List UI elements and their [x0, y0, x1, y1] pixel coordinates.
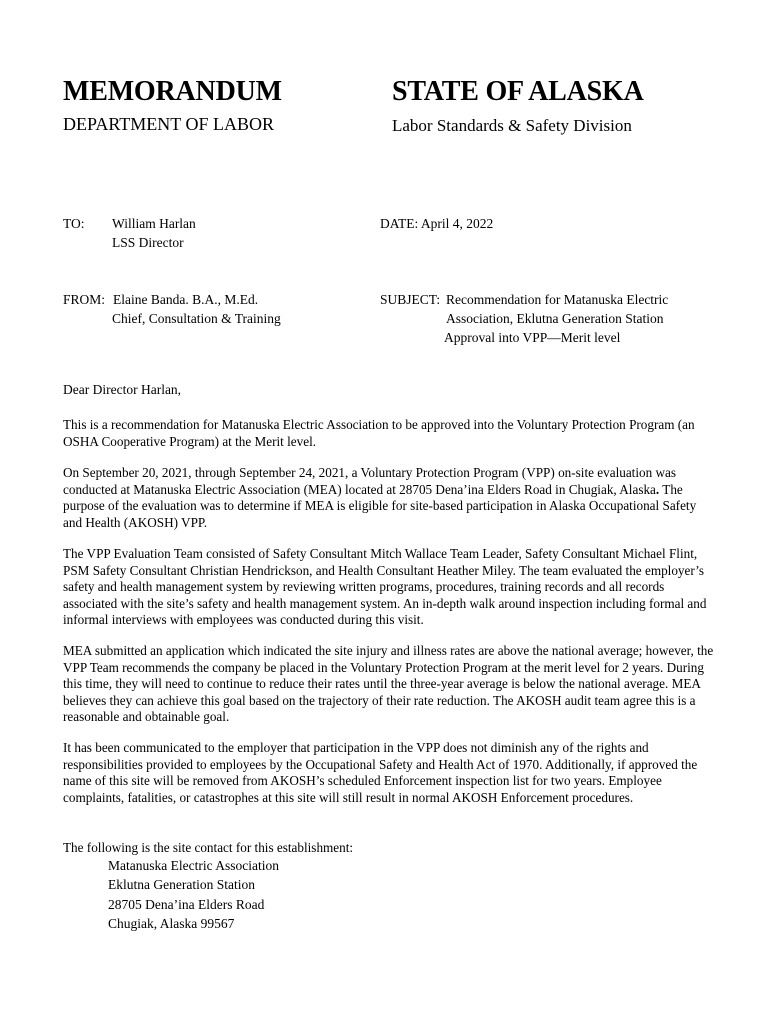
- from-label: FROM:: [63, 292, 106, 307]
- paragraph-2-part-b: The purpose of the evaluation was to determine if MEA is eligible for site-based participation in Alaska Occupational Safety and Health (AKOSH) VPP.: [63, 481, 697, 530]
- salutation: Dear Director Harlan,: [63, 382, 182, 397]
- from-name: Elaine Banda. B.A., M.Ed.: [113, 292, 259, 307]
- paragraph-2-text: [63, 465, 718, 531]
- subject-line-2: Association, Eklutna Generation Station: [446, 311, 664, 326]
- to-title: LSS Director: [112, 235, 184, 250]
- subject-line-3: Approval into VPP—Merit level: [444, 330, 621, 345]
- paragraph-4: [63, 643, 718, 726]
- paragraph-5: [63, 740, 718, 806]
- memo-date: DATE: April 4, 2022: [380, 216, 494, 231]
- paragraph-5-text: It has been communicated to the employer that participation in the VPP does not diminish any of the rights and responsibilities provided to employees by the Occupational Safety and Health Act of 1970. Additionally, if approved the name of this site will be removed from AKOSH’s scheduled Enforcement inspection list for two years. Employee complaints, fatalities, or catastrophes at this site will still result in normal AKOSH Enforcement procedures.: [63, 740, 698, 805]
- subject-line-1: Recommendation for Matanuska Electric: [446, 292, 669, 307]
- division-name: Labor Standards & Safety Division: [392, 116, 632, 135]
- to-label: TO:: [63, 216, 85, 231]
- paragraph-3-text: The VPP Evaluation Team consisted of Safety Consultant Mitch Wallace Team Leader, Safety Consultant Michael Flint, PSM Safety Consultant Christian Hendrickson, and Health Consultant Heather Miley. The team evaluated the employer’s safety and health management system by reviewing written programs, procedures, training records and all records associated with the site’s safety and health management system. An in-depth walk around inspection including formal and informal interviews with employees was conducted during this visit.: [63, 546, 707, 628]
- to-name: William Harlan: [112, 216, 196, 231]
- paragraph-2-bold-period: .: [655, 481, 660, 497]
- site-contact-address: [108, 856, 279, 933]
- subject-label: SUBJECT:: [380, 292, 441, 307]
- paragraph-1: [63, 417, 718, 450]
- contact-city: Chugiak, Alaska 99567: [108, 915, 235, 931]
- from-title: Chief, Consultation & Training: [112, 311, 281, 326]
- department-name: DEPARTMENT OF LABOR: [63, 114, 274, 134]
- memorandum-title: MEMORANDUM: [63, 76, 282, 107]
- paragraph-6: The following is the site contact for this establishment:: [63, 840, 354, 855]
- paragraph-3: [63, 546, 718, 629]
- contact-street: 28705 Dena’ina Elders Road: [108, 896, 265, 912]
- contact-org: Matanuska Electric Association: [108, 858, 279, 873]
- paragraph-2-part-a: On September 20, 2021, through September 24, 2021, a Voluntary Protection Program (VPP) on-site evaluation was conducted at Matanuska Electric Association (MEA) located at 28705 Dena’ina Elders Road in Chugiak, Alaska: [63, 465, 677, 497]
- paragraph-2: [63, 465, 718, 531]
- paragraph-4-text: MEA submitted an application which indicated the site injury and illness rates are above the national average; however, the VPP Team recommends the company be placed in the Voluntary Protection Program at the merit level for 2 years. During this time, they will need to continue to reduce their rates until the three-year average is below the national average. MEA believes they can achieve this goal based on the trajectory of their rate reduction. The AKOSH audit team agree this is a reasonable and obtainable goal.: [63, 643, 714, 725]
- state-title: STATE OF ALASKA: [392, 76, 644, 107]
- contact-site: Eklutna Generation Station: [108, 877, 255, 893]
- paragraph-1-text: This is a recommendation for Matanuska Electric Association to be approved into the Voluntary Protection Program (an OSHA Cooperative Program) at the Merit level.: [63, 417, 695, 449]
